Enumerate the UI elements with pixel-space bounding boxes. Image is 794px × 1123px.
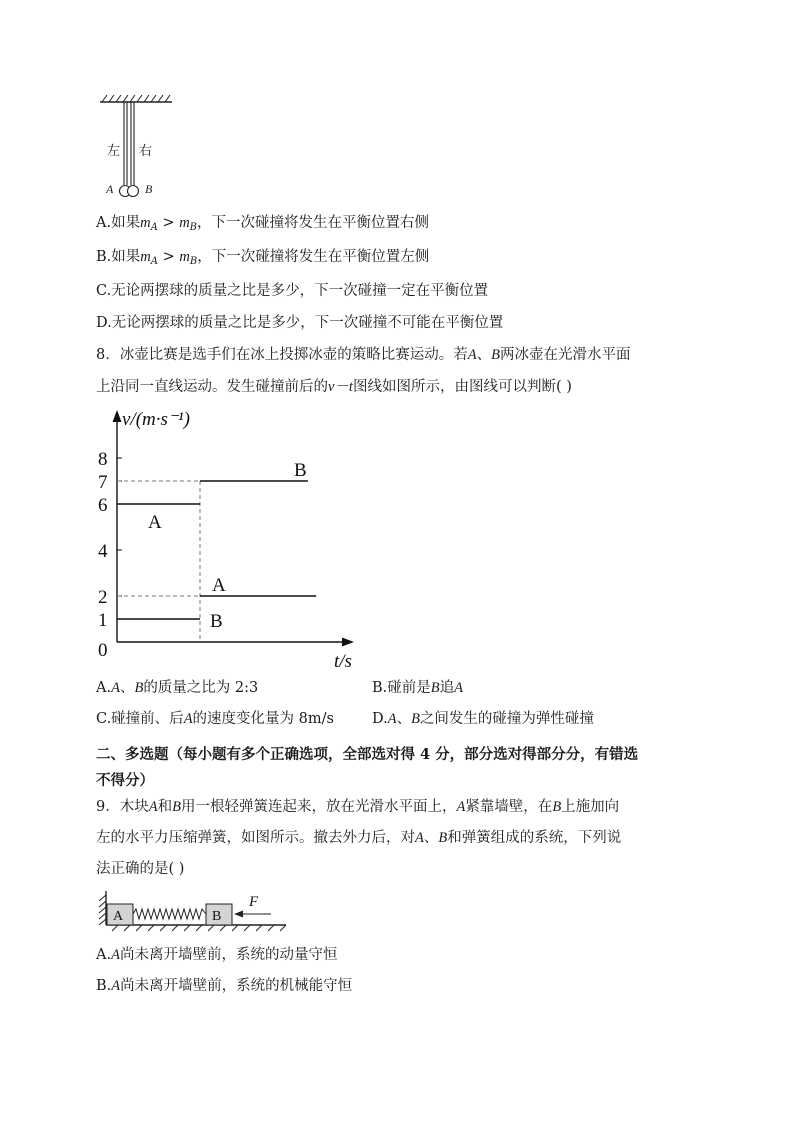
q8-option-b: B.碰前是B追A <box>372 680 463 696</box>
pendulum-figure <box>96 95 180 200</box>
ball-a-label: A <box>106 182 114 196</box>
q9-option-a: A.A尚未离开墙壁前，系统的动量守恒 <box>96 947 338 963</box>
q7-option-b: B.如果$m_A > m_B$，下一次碰撞将发生在平衡位置左侧 <box>96 249 430 267</box>
y-tick-label-1: 1 <box>98 610 108 631</box>
y-tick-label-7: 7 <box>98 472 108 493</box>
block-b-label: B <box>212 909 222 924</box>
y-axis-label: v/(m·s⁻¹) <box>122 409 190 430</box>
y-tick-label-0: 0 <box>98 640 108 661</box>
series-A-label-1: A <box>212 575 226 596</box>
q8-option-c: C.碰撞前、后A的速度变化量为 8m/s <box>96 711 334 727</box>
series-B-label-1: B <box>294 460 307 481</box>
spring <box>133 909 206 919</box>
section2-title-line1: 二、多选题（每小题有多个正确选项，全部选对得 4 分，部分选对得部分分，有错选 <box>96 746 639 763</box>
y-axis-arrow <box>113 410 122 422</box>
force-label: F <box>249 894 259 910</box>
q9-stem-line1: 9．木块A和B用一根轻弹簧连起来，放在光滑水平面上，A紧靠墙壁，在B上施加向 <box>96 799 620 815</box>
y-tick-label-8: 8 <box>98 449 108 470</box>
q9-stem-line2: 左的水平力压缩弹簧，如图所示。撤去外力后，对A、B和弹簧组成的系统，下列说 <box>96 830 622 846</box>
q9-option-b: B.A尚未离开墙壁前，系统的机械能守恒 <box>96 978 353 994</box>
pendulum-left-label: 左 <box>107 143 121 158</box>
section2-title-line2: 不得分） <box>96 772 154 789</box>
series-B-label-0: B <box>210 611 223 632</box>
q7-option-a: A.如果$m_A > m_B$，下一次碰撞将发生在平衡位置右侧 <box>96 215 430 233</box>
q9-stem-line3: 法正确的是( ) <box>96 861 185 877</box>
spring-block-figure <box>96 891 290 935</box>
block-a-label: A <box>113 909 124 924</box>
q8-option-d: D.A、B之间发生的碰撞为弹性碰撞 <box>372 711 594 727</box>
q7-option-c: C.无论两摆球的质量之比是多少，下一次碰撞一定在平衡位置 <box>96 283 489 299</box>
series-A-label-0: A <box>148 512 162 533</box>
x-axis-arrow <box>342 638 354 647</box>
q8-stem-line1: 8．冰壶比赛是选手们在冰上投掷冰壶的策略比赛运动。若A、B两冰壶在光滑水平面 <box>96 347 631 363</box>
q8-stem-line2: 上沿同一直线运动。发生碰撞前后的v－t图线如图所示，由图线可以判断( ) <box>96 379 572 395</box>
y-tick-label-2: 2 <box>98 587 108 608</box>
y-tick-label-6: 6 <box>98 495 108 516</box>
y-tick-label-4: 4 <box>98 541 108 562</box>
q8-option-a: A.A、B的质量之比为 2:3 <box>96 680 259 696</box>
q7-option-d: D.无论两摆球的质量之比是多少，下一次碰撞不可能在平衡位置 <box>96 315 504 331</box>
x-axis-label: t/s <box>334 651 352 672</box>
ball-b-label: B <box>145 182 153 196</box>
pendulum-right-label: 右 <box>139 143 153 158</box>
vt-chart <box>96 405 366 675</box>
